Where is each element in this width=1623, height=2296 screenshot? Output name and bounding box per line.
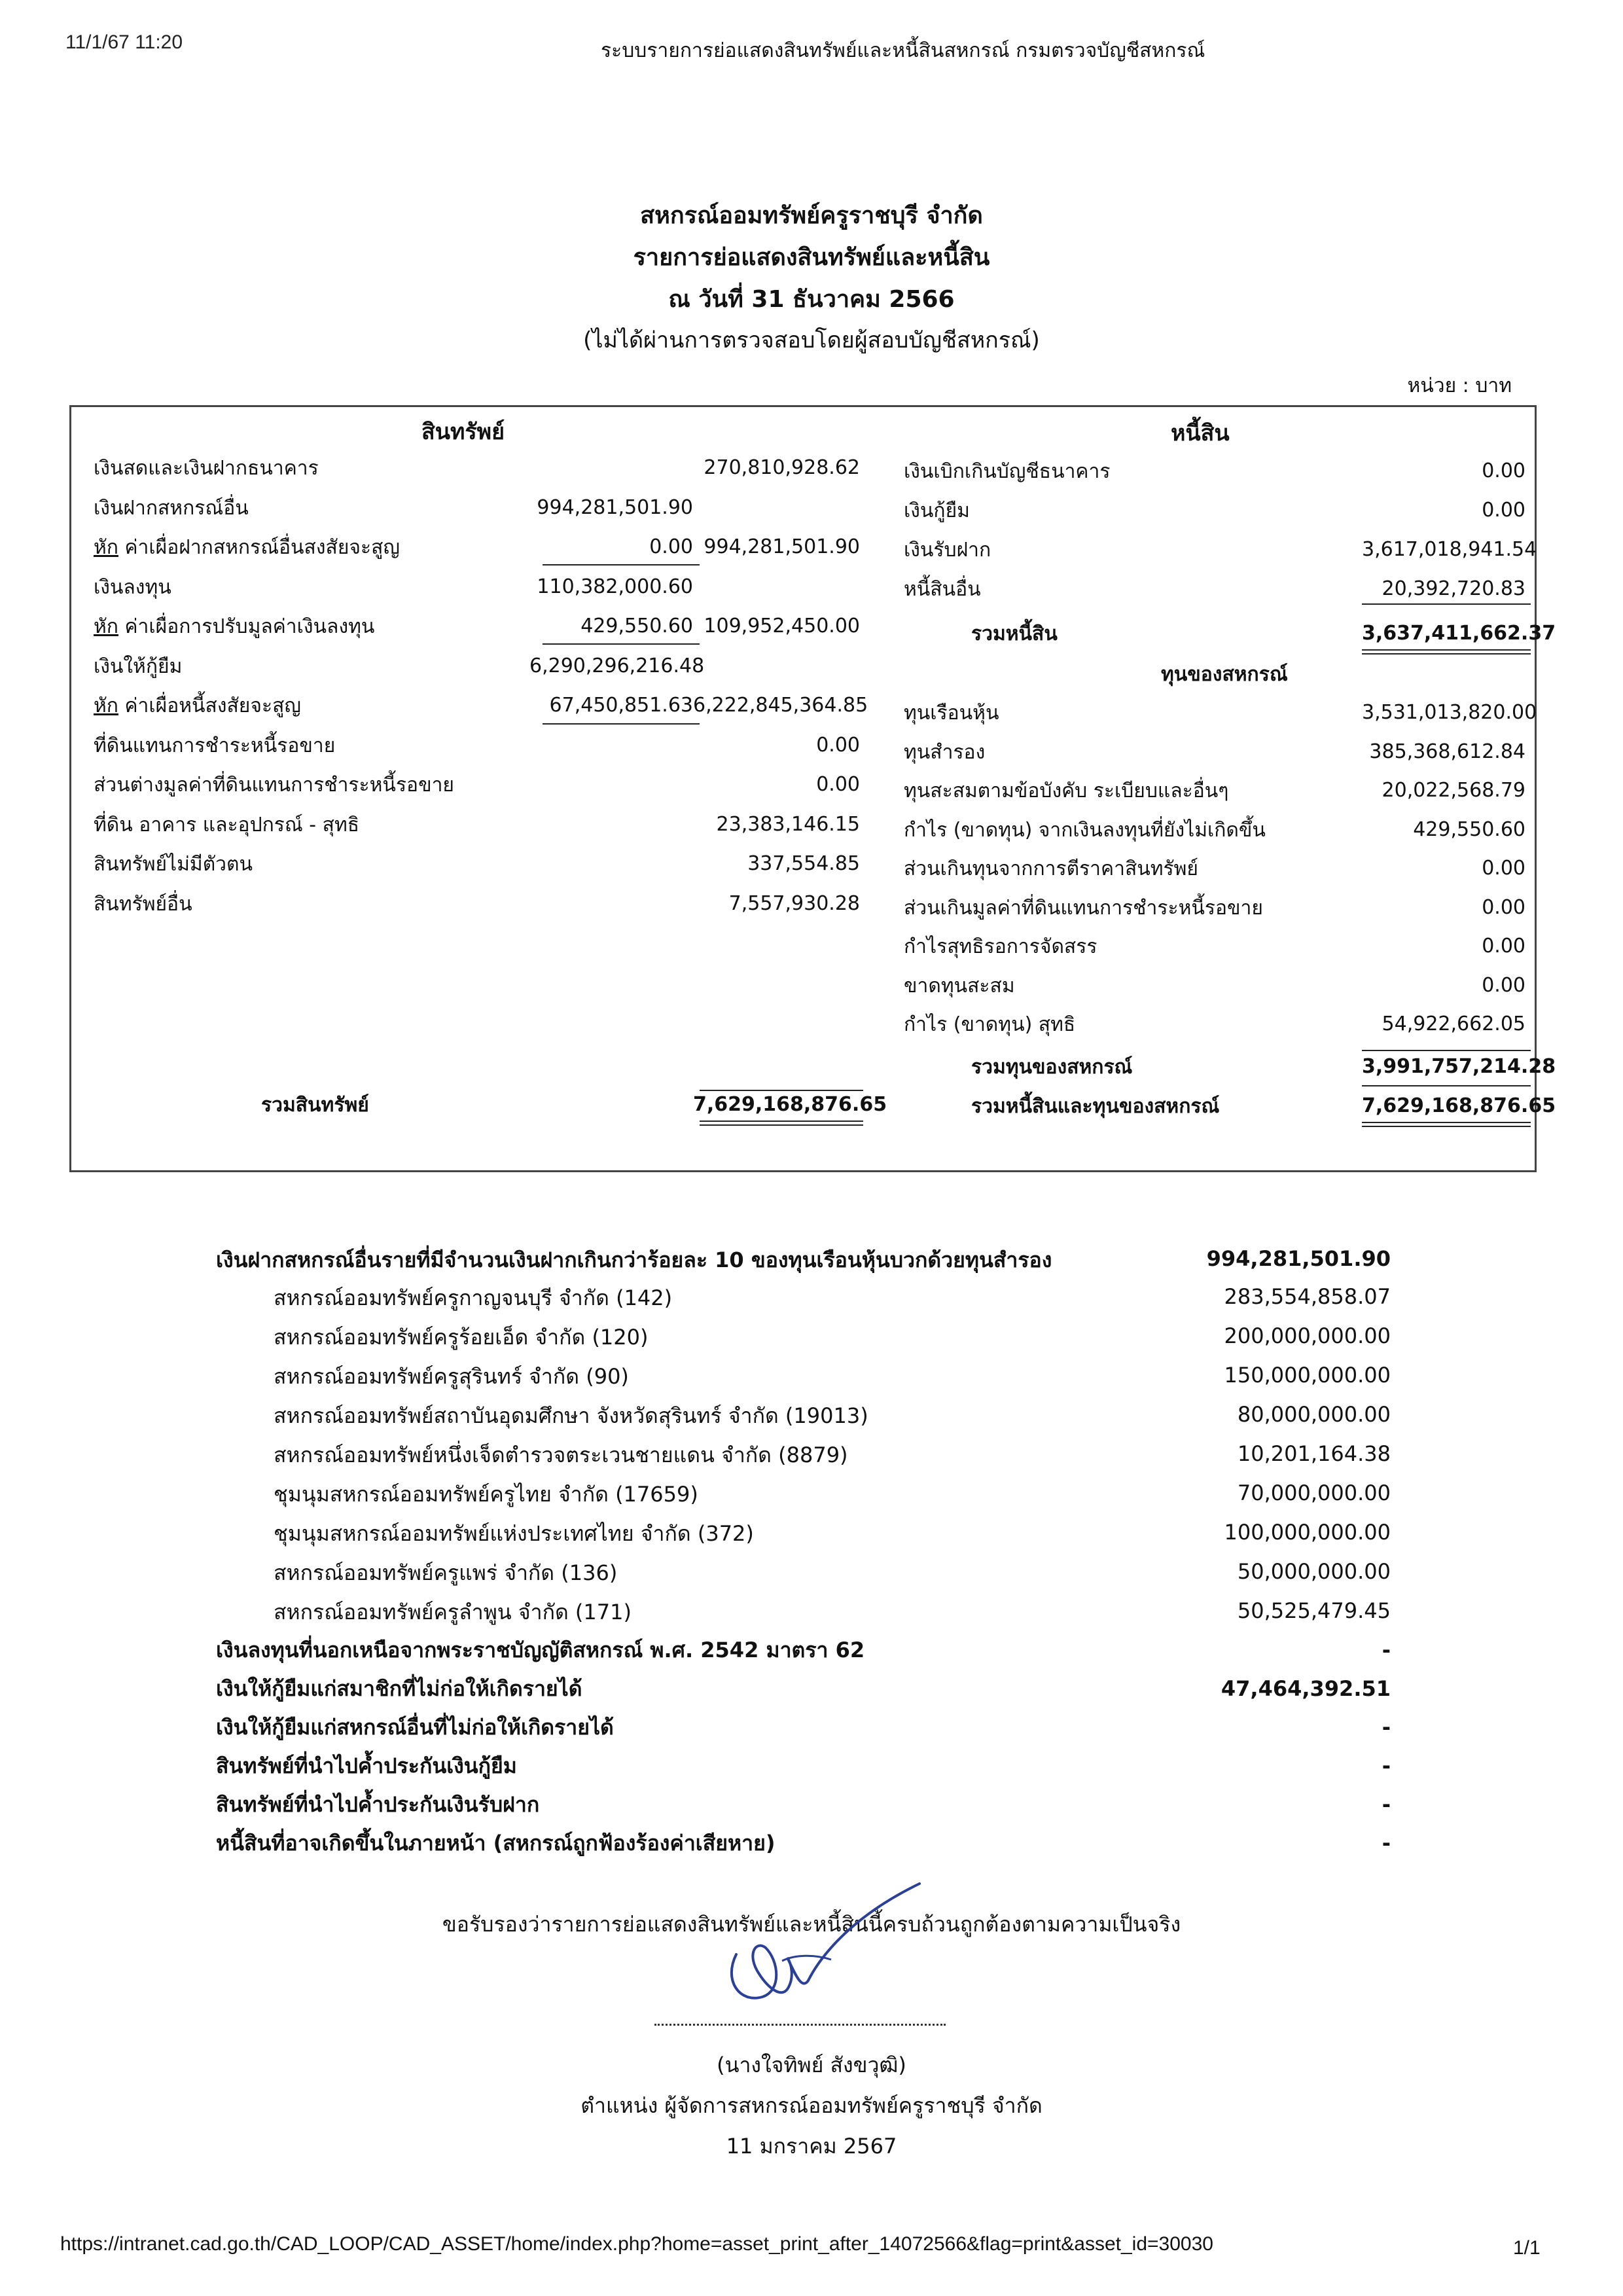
print-url[interactable]: https://intranet.cad.go.th/CAD_LOOP/CAD_ASSET/home/index.php?home=asset_print_after_14072566&flag=print&asset_id=30030 — [60, 2233, 1213, 2255]
disclosure-value: - — [1382, 1831, 1391, 1856]
asset-label-text: ที่ดินแทนการชำระหนี้รอขาย — [94, 734, 336, 757]
grand-total-value: 7,629,168,876.65 — [1362, 1094, 1556, 1117]
asset-row-label — [94, 572, 171, 603]
asset-label-text: ที่ดิน อาคาร และอุปกรณ์ - สุทธิ — [94, 813, 360, 836]
assets-heading: สินทรัพย์ — [421, 419, 505, 445]
liability-row-label: เงินกู้ยืม — [904, 499, 970, 522]
liability-row-label: เงินเบิกเกินบัญชีธนาคาร — [904, 460, 1111, 483]
equity-row-label: กำไรสุทธิรอการจัดสรร — [904, 935, 1097, 958]
asset-row-label — [94, 453, 319, 484]
assets-total-doubleline — [700, 1121, 863, 1126]
asset-row-col1: 429,550.60 — [580, 615, 693, 637]
liability-row-value: 0.00 — [1482, 499, 1525, 522]
deposit-item-label: สหกรณ์ออมทรัพย์ครูร้อยเอ็ด จำกัด (120) — [274, 1325, 649, 1350]
equity-row-label: กำไร (ขาดทุน) จากเงินลงทุนที่ยังไม่เกิดขึ้น — [904, 818, 1266, 842]
asset-row-label — [94, 770, 454, 800]
equity-row-value: 385,368,612.84 — [1369, 740, 1525, 763]
disclosure-label: สินทรัพย์ที่นำไปค้ำประกันเงินกู้ยืม — [216, 1753, 517, 1778]
deposits-heading: เงินฝากสหกรณ์อื่นรายที่มีจำนวนเงินฝากเกินกว่าร้อยละ 10 ของทุนเรือนหุ้นบวกด้วยทุนสำรอง — [216, 1247, 1052, 1272]
asset-row-label — [94, 849, 253, 880]
unit-label: หน่วย : บาท — [1407, 374, 1512, 397]
equity-subline — [1362, 1050, 1531, 1051]
disclosure-label: เงินลงทุนที่นอกเหนือจากพระราชบัญญัติสหกรณ์ พ.ศ. 2542 มาตรา 62 — [216, 1638, 865, 1662]
grand-topline — [1362, 1085, 1531, 1086]
equity-row-value: 54,922,662.05 — [1382, 1013, 1525, 1035]
deposit-item-label: สหกรณ์ออมทรัพย์หนึ่งเจ็ดตำรวจตระเวนชายแดน จำกัด (8879) — [274, 1443, 848, 1467]
print-datetime: 11/1/67 11:20 — [65, 31, 183, 53]
deposit-item-label: ชุมนุมสหกรณ์ออมทรัพย์แห่งประเทศไทย จำกัด (372) — [274, 1521, 754, 1546]
equity-row-label: ส่วนเกินทุนจากการตีราคาสินทรัพย์ — [904, 857, 1198, 880]
asset-label-text: สินทรัพย์อื่น — [94, 892, 192, 916]
disclosure-value: - — [1382, 1715, 1391, 1740]
liabilities-total-label: รวมหนี้สิน — [971, 622, 1058, 645]
asset-row-label — [94, 730, 335, 761]
equity-total-value: 3,991,757,214.28 — [1362, 1055, 1556, 1078]
coop-name: สหกรณ์ออมทรัพย์ครูราชบุรี จำกัด — [640, 202, 983, 229]
deposit-item-value: 200,000,000.00 — [1224, 1323, 1391, 1348]
asset-label-text: ค่าเผื่อหนี้สงสัยจะสูญ — [118, 694, 301, 717]
asset-row-col2: 0.00 — [816, 733, 860, 757]
equity-row-label: ทุนสำรอง — [904, 740, 986, 764]
disclosure-value: 47,464,392.51 — [1221, 1676, 1391, 1701]
assets-total-topline — [700, 1090, 863, 1091]
asset-row-label — [94, 611, 374, 642]
equity-row-value: 0.00 — [1482, 973, 1525, 997]
liability-row-value: 0.00 — [1482, 459, 1525, 482]
page-number: 1/1 — [1513, 2237, 1541, 2259]
signature-line — [654, 2024, 946, 2026]
signer-position: ตำแหน่ง ผู้จัดการสหกรณ์ออมทรัพย์ครูราชบุรี จำกัด — [580, 2093, 1043, 2118]
deposit-item-value: 70,000,000.00 — [1237, 1480, 1391, 1505]
asset-row-label — [94, 810, 359, 840]
asset-label-text: ส่วนต่างมูลค่าที่ดินแทนการชำระหนี้รอขาย — [94, 774, 455, 797]
equity-heading: ทุนของสหกรณ์ — [1161, 663, 1288, 686]
asset-row-col2: 270,810,928.62 — [704, 456, 860, 479]
disclosure-value: - — [1382, 1753, 1391, 1778]
equity-row-label: ทุนสะสมตามข้อบังคับ ระเบียบและอื่นๆ — [904, 780, 1229, 802]
equity-row-value: 0.00 — [1482, 857, 1525, 880]
asset-label-text: ค่าเผื่อการปรับมูลค่าเงินลงทุน — [118, 615, 375, 638]
equity-row-label: กำไร (ขาดทุน) สุทธิ — [904, 1013, 1076, 1036]
asset-row-label — [94, 889, 192, 920]
liability-row-label: หนี้สินอื่น — [904, 578, 981, 601]
asset-row-col2: 6,222,845,364.85 — [693, 694, 868, 717]
equity-row-label: ทุนเรือนหุ้น — [904, 702, 999, 725]
assets-total-label: รวมสินทรัพย์ — [261, 1094, 369, 1117]
deposit-item-label: สหกรณ์ออมทรัพย์ครูลำพูน จำกัด (171) — [274, 1600, 632, 1624]
deduct-prefix: หัก — [94, 615, 118, 638]
deposit-item-value: 50,000,000.00 — [1237, 1559, 1391, 1584]
asset-row-col1: 994,281,501.90 — [537, 495, 693, 519]
deposit-item-label: สหกรณ์ออมทรัพย์สถาบันอุดมศึกษา จังหวัดสุรินทร์ จำกัด (19013) — [274, 1403, 868, 1428]
deposit-item-value: 283,554,858.07 — [1224, 1284, 1391, 1309]
audit-note: (ไม่ได้ผ่านการตรวจสอบโดยผู้สอบบัญชีสหกรณ์) — [583, 327, 1040, 353]
deposit-item-value: 150,000,000.00 — [1224, 1363, 1391, 1388]
report-title: รายการย่อแสดงสินทรัพย์และหนี้สิน — [633, 244, 990, 271]
deposits-heading-value: 994,281,501.90 — [1206, 1246, 1391, 1271]
deposit-item-value: 10,201,164.38 — [1237, 1441, 1391, 1466]
asset-row-label — [94, 493, 249, 524]
deposit-item-value: 50,525,479.45 — [1237, 1598, 1391, 1623]
asset-label-text: เงินลงทุน — [94, 575, 171, 599]
asset-label-text: เงินสดและเงินฝากธนาคาร — [94, 457, 319, 480]
asset-row-col1: 67,450,851.63 — [549, 694, 693, 717]
assets-subline-3 — [543, 723, 700, 725]
liabilities-total-value: 3,637,411,662.37 — [1362, 622, 1556, 645]
disclosure-label: เงินให้กู้ยืมแก่สมาชิกที่ไม่ก่อให้เกิดรายได้ — [216, 1676, 582, 1701]
asset-row-col2: 23,383,146.15 — [716, 812, 860, 836]
assets-subline-1 — [543, 564, 700, 565]
asset-row-col2: 994,281,501.90 — [704, 535, 860, 558]
signature — [710, 1882, 933, 2023]
deposit-item-label: ชุมนุมสหกรณ์ออมทรัพย์ครูไทย จำกัด (17659) — [274, 1482, 698, 1507]
signer-name: (นางใจทิพย์ สังขวุฒิ) — [717, 2053, 906, 2077]
disclosure-label: เงินให้กู้ยืมแก่สหกรณ์อื่นที่ไม่ก่อให้เกิดรายได้ — [216, 1715, 614, 1740]
equity-row-value: 3,531,013,820.00 — [1362, 701, 1537, 724]
equity-row-value: 20,022,568.79 — [1382, 779, 1525, 802]
deduct-prefix: หัก — [94, 694, 118, 717]
grand-total-label: รวมหนี้สินและทุนของสหกรณ์ — [971, 1095, 1220, 1118]
asset-row-col2: 109,952,450.00 — [704, 615, 860, 637]
asset-row-label — [94, 532, 400, 563]
liab-total-doubleline — [1362, 649, 1531, 655]
asset-label-text: เงินฝากสหกรณ์อื่น — [94, 496, 249, 520]
system-title: ระบบรายการย่อแสดงสินทรัพย์และหนี้สินสหกรณ์ กรมตรวจบัญชีสหกรณ์ — [601, 39, 1205, 62]
liab-subline — [1362, 603, 1531, 605]
equity-row-label: ส่วนเกินมูลค่าที่ดินแทนการชำระหนี้รอขาย — [904, 896, 1263, 920]
asset-row-col2: 337,554.85 — [747, 852, 860, 875]
liability-row-value: 3,617,018,941.54 — [1362, 538, 1537, 561]
grand-total-doubleline — [1362, 1122, 1531, 1127]
report-date: ณ วันที่ 31 ธันวาคม 2566 — [668, 286, 955, 313]
liability-row-label: เงินรับฝาก — [904, 539, 991, 562]
equity-row-label: ขาดทุนสะสม — [904, 974, 1015, 997]
deposit-item-label: สหกรณ์ออมทรัพย์ครูกาญจนบุรี จำกัด (142) — [274, 1285, 673, 1310]
asset-row-col2: 0.00 — [816, 773, 860, 796]
equity-row-value: 0.00 — [1482, 895, 1525, 919]
deduct-prefix: หัก — [94, 536, 118, 559]
assets-subline-2 — [543, 643, 700, 645]
asset-row-label — [94, 651, 182, 682]
asset-label-text: สินทรัพย์ไม่มีตัวตน — [94, 853, 253, 876]
certification-statement: ขอรับรองว่ารายการย่อแสดงสินทรัพย์และหนี้สินนี้ครบถ้วนถูกต้องตามความเป็นจริง — [442, 1912, 1181, 1937]
deposit-item-label: สหกรณ์ออมทรัพย์ครูสุรินทร์ จำกัด (90) — [274, 1364, 629, 1389]
certification-date: 11 มกราคม 2567 — [726, 2134, 897, 2159]
asset-label-text: ค่าเผื่อฝากสหกรณ์อื่นสงสัยจะสูญ — [118, 536, 400, 559]
deposit-item-value: 100,000,000.00 — [1224, 1520, 1391, 1545]
liability-row-value: 20,392,720.83 — [1382, 577, 1525, 600]
assets-total-value: 7,629,168,876.65 — [693, 1093, 887, 1116]
equity-row-value: 0.00 — [1482, 935, 1525, 958]
disclosure-label: สินทรัพย์ที่นำไปค้ำประกันเงินรับฝาก — [216, 1792, 540, 1817]
disclosure-value: - — [1382, 1792, 1391, 1817]
disclosure-value: - — [1382, 1638, 1391, 1662]
disclosure-label: หนี้สินที่อาจเกิดขึ้นในภายหน้า (สหกรณ์ถูกฟ้องร้องค่าเสียหาย) — [216, 1831, 776, 1856]
deposit-item-label: สหกรณ์ออมทรัพย์ครูแพร่ จำกัด (136) — [274, 1560, 618, 1585]
equity-row-value: 429,550.60 — [1413, 817, 1525, 841]
equity-total-label: รวมทุนของสหกรณ์ — [971, 1056, 1133, 1079]
asset-row-col2: 7,557,930.28 — [728, 891, 860, 915]
balance-sheet — [69, 405, 1556, 1172]
asset-row-label — [94, 691, 301, 721]
asset-row-col1: 110,382,000.60 — [537, 575, 693, 598]
deposit-item-value: 80,000,000.00 — [1237, 1402, 1391, 1427]
asset-row-col1: 6,290,296,216.48 — [529, 654, 705, 677]
asset-label-text: เงินให้กู้ยืม — [94, 655, 183, 678]
asset-row-col1: 0.00 — [649, 535, 693, 558]
liabilities-heading: หนี้สิน — [1171, 420, 1230, 446]
